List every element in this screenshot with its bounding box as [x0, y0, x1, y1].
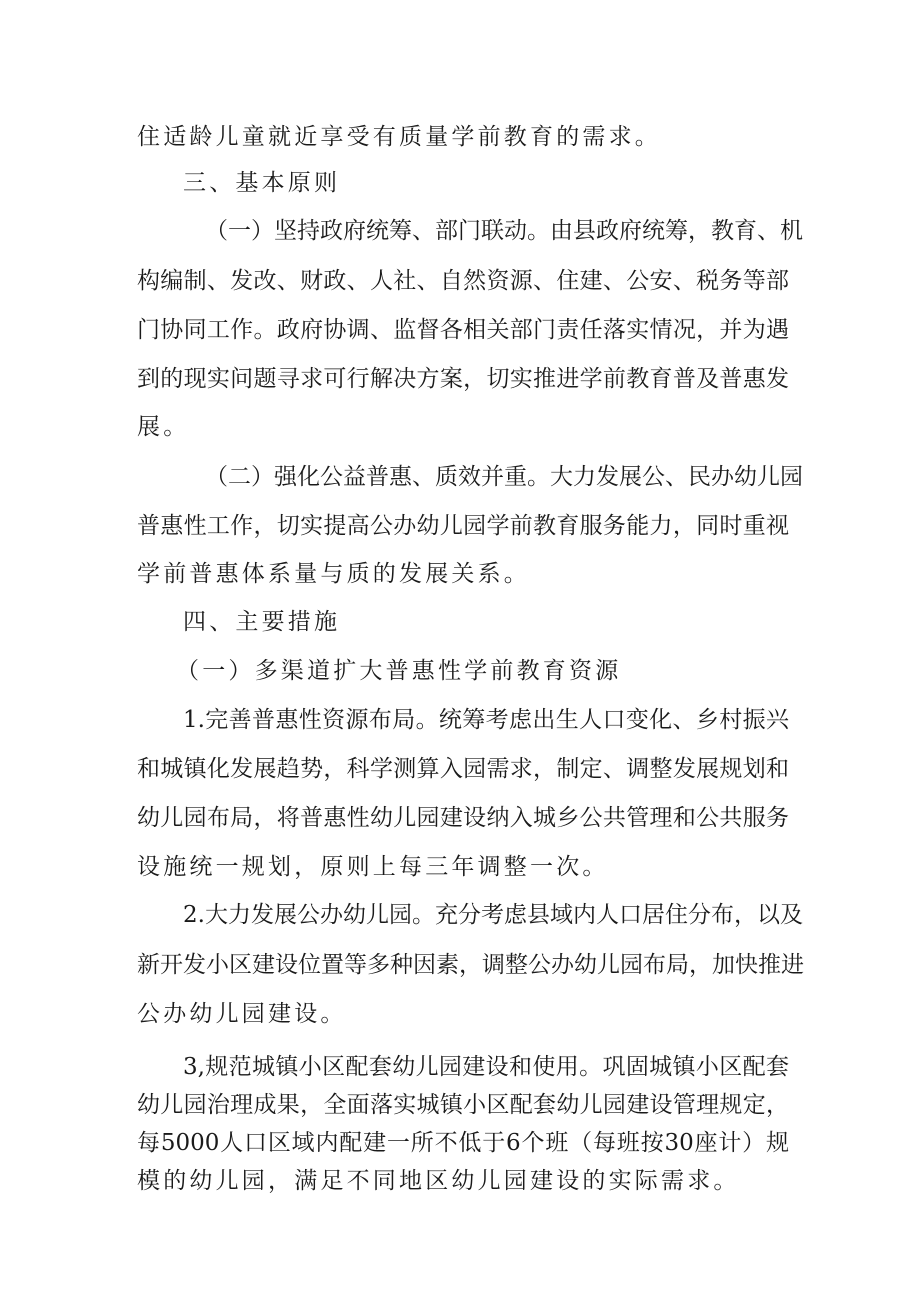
paragraph-line: 构编制、发改、财政、人社、自然资源、住建、公安、税务等部 [137, 268, 789, 294]
paragraph-line: （二）强化公益普惠、质效并重。大力发展公、民办幼儿园 [205, 464, 803, 490]
paragraph-line: 普惠性工作，切实提高公办幼儿园学前教育服务能力，同时重视 [137, 513, 789, 539]
paragraph-line: 门协同工作。政府协调、监督各相关部门责任落实情况，并为遇 [137, 317, 789, 343]
paragraph-line: 学前普惠体系量与质的发展关系。 [137, 561, 530, 587]
paragraph-line: 到的现实问题寻求可行解决方案，切实推进学前教育普及普惠发 [137, 366, 789, 392]
paragraph-line: 幼儿园布局，将普惠性幼儿园建设纳入城乡公共管理和公共服务 [137, 805, 789, 831]
paragraph-line: 每5000人口区域内配建一所不低于6个班（每班按30座计）规 [137, 1130, 789, 1156]
paragraph-line: 模的幼儿园，满足不同地区幼儿园建设的实际需求。 [137, 1168, 740, 1194]
paragraph-line: 新开发小区建设位置等多种因素，调整公办幼儿园布局，加快推进 [137, 952, 804, 978]
paragraph-line: 2.大力发展公办幼儿园。充分考虑县域内人口居住分布，以及 [183, 902, 803, 928]
subsection-heading: （一）多渠道扩大普惠性学前教育资源 [176, 658, 622, 684]
paragraph-line: 住适龄儿童就近享受有质量学前教育的需求。 [137, 124, 661, 150]
paragraph-line: 1.完善普惠性资源布局。统筹考虑出生人口变化、乡村振兴 [183, 707, 789, 733]
paragraph-line: （一）坚持政府统筹、部门联动。由县政府统筹，教育、机 [205, 218, 803, 244]
paragraph-line: 和城镇化发展趋势，科学测算入园需求，制定、调整发展规划和 [137, 756, 789, 782]
paragraph-line: 公办幼儿园建设。 [137, 1001, 347, 1027]
paragraph-line: 幼儿园治理成果，全面落实城镇小区配套幼儿园建设管理规定， [137, 1092, 789, 1118]
paragraph-line: 展。 [137, 414, 190, 440]
section-heading: 四、主要措施 [183, 609, 341, 635]
paragraph-line: 设施统一规划，原则上每三年调整一次。 [137, 854, 609, 880]
paragraph-line: 3,规范城镇小区配套幼儿园建设和使用。巩固城镇小区配套 [183, 1054, 789, 1080]
section-heading: 三、基本原则 [183, 170, 341, 196]
